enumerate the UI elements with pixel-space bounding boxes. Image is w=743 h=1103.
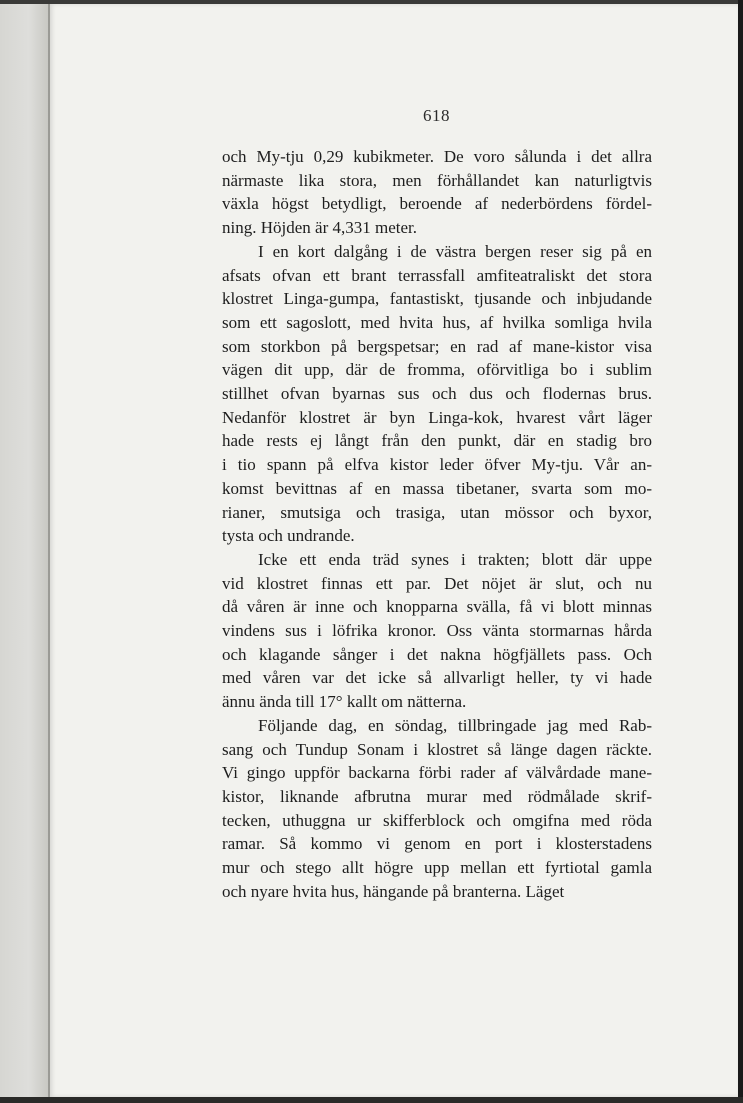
text-line: tysta och undrande. — [222, 526, 355, 546]
text-line: kistor, liknande afbrutna murar med rödmålade skrif- — [222, 786, 652, 806]
text-line: tecken, uthuggna ur skifferblock och omgifna med röda — [222, 810, 652, 830]
text-line: Vi gingo uppför backarna förbi rader af välvårdade mane- — [222, 763, 652, 783]
text-line: som ett sagoslott, med hvita hus, af hvilka somliga hvila — [222, 312, 652, 332]
body-text — [222, 145, 652, 904]
text-line: Icke ett enda träd synes i trakten; blott där uppe — [258, 549, 652, 569]
text-line: i tio spann på elfva kistor leder öfver My-tju. Vår an- — [222, 455, 652, 475]
scan-bottom-edge — [0, 1097, 743, 1103]
text-line: Nedanför klostret är byn Linga-kok, hvarest vårt läger — [222, 407, 652, 427]
text-line: sang och Tundup Sonam i klostret så länge dagen räckte. — [222, 739, 652, 759]
page-number: 618 — [423, 106, 450, 125]
paragraph — [222, 548, 652, 714]
text-line: vägen dit upp, där de fromma, oförvitliga bo i sublim — [222, 360, 652, 380]
text-line: med våren var det icke så allvarligt heller, ty vi hade — [222, 668, 652, 688]
text-line: vid klostret finnas ett par. Det nöjet är slut, och nu — [222, 573, 652, 593]
paragraph — [222, 714, 652, 904]
paragraph — [222, 145, 652, 240]
text-line: och nyare hvita hus, hängande på branterna. Läget — [222, 881, 565, 901]
text-line: vindens sus i löfrika kronor. Oss vänta stormarnas hårda — [222, 621, 652, 641]
binding-margin — [0, 0, 48, 1103]
text-line: som storkbon på bergspetsar; en rad af mane-kistor visa — [222, 336, 652, 356]
paragraph — [222, 240, 652, 548]
text-line: afsats ofvan ett brant terrassfall amfiteatraliskt det stora — [222, 265, 652, 285]
text-line: Följande dag, en söndag, tillbringade jag med Rab- — [258, 715, 652, 735]
text-line: växla högst betydligt, beroende af nederbördens fördel- — [222, 194, 652, 214]
text-line: och My-tju 0,29 kubikmeter. De voro sålunda i det allra — [222, 147, 652, 166]
text-line: närmaste lika stora, men förhållandet kan naturligtvis — [222, 170, 652, 190]
text-line: stillhet ofvan byarnas sus och dus och flodernas brus. — [222, 384, 652, 404]
text-line: I en kort dalgång i de västra bergen reser sig på en — [258, 241, 652, 261]
text-line: mur och stego allt högre upp mellan ett fyrtiotal gamla — [222, 858, 652, 878]
text-line: komst bevittnas af en massa tibetaner, svarta som mo- — [222, 478, 652, 498]
scan-right-edge — [738, 0, 743, 1103]
text-line: ramar. Så kommo vi genom en port i klosterstadens — [222, 834, 652, 854]
text-line: och klagande sånger i det nakna högfjällets pass. Och — [222, 644, 652, 664]
text-line: klostret Linga-gumpa, fantastiskt, tjusande och inbjudande — [222, 289, 652, 309]
text-line: ning. Höjden är 4,331 meter. — [222, 218, 417, 238]
text-line: ännu ända till 17° kallt om nätterna. — [222, 692, 467, 712]
text-line: hade rests ej långt från den punkt, där en stadig bro — [222, 431, 652, 451]
text-line: rianer, smutsiga och trasiga, utan mössor och byxor, — [222, 502, 652, 522]
scan-top-edge — [0, 0, 743, 4]
text-line: då våren är inne och knopparna svälla, få vi blott minnas — [222, 597, 652, 617]
